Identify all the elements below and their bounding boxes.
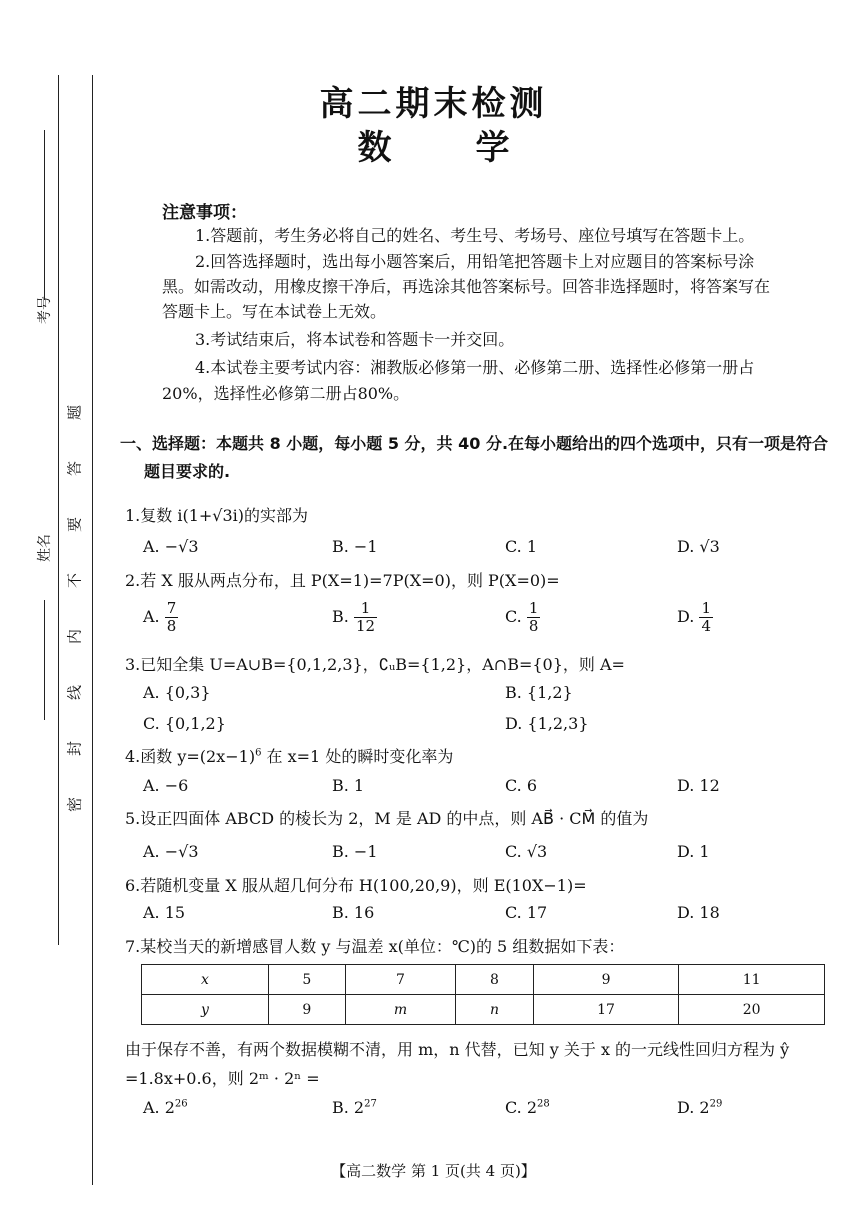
- seal-char: 题: [65, 405, 84, 421]
- notice-item-1: 1.答题前，考生务必将自己的姓名、考生号、考场号、座位号填写在答题卡上。: [195, 226, 755, 245]
- q7-option-b: B. $2^{27}$: [332, 1098, 377, 1117]
- notice-item-2-line1: 2.回答选择题时，选出每小题答案后，用铅笔把答题卡上对应题目的答案标号涂: [195, 252, 755, 271]
- table-cell: m: [345, 995, 455, 1025]
- notice-item-4-line2: 20%，选择性必修第二册占80%。: [162, 384, 410, 403]
- q5-option-a: A. −√3: [143, 842, 199, 861]
- binding-line-left: [58, 75, 59, 945]
- q1-option-c: C. 1: [505, 537, 538, 556]
- table-cell: 9: [269, 995, 346, 1025]
- q2-option-d: D. $\frac{1}{4}$: [677, 599, 711, 635]
- table-cell: 9: [533, 965, 679, 995]
- q3-option-a: A. {0,3}: [143, 683, 211, 702]
- seal-char: 答: [65, 461, 84, 477]
- subject-title: [0, 120, 867, 169]
- question-7-text-line2: =1.8x+0.6，则 2ᵐ · 2ⁿ =: [125, 1069, 320, 1088]
- seal-char: 内: [65, 629, 84, 645]
- q5-option-d: D. 1: [677, 842, 710, 861]
- notice-item-3: 3.考试结束后，将本试卷和答题卡一并交回。: [195, 330, 515, 349]
- table-row: [142, 965, 825, 995]
- seal-char: 密: [65, 797, 84, 813]
- exam-no-label: 考号: [37, 296, 53, 324]
- section-heading: [120, 430, 830, 486]
- table-cell: x: [142, 965, 269, 995]
- q4-option-a: A. −6: [143, 776, 189, 795]
- binding-line-right: [92, 75, 93, 1185]
- notice-item-2-line2: 黑。如需改动，用橡皮擦干净后，再选涂其他答案标号。回答非选择题时，将答案写在: [162, 277, 771, 296]
- name-underline: [44, 600, 45, 720]
- table-cell: 20: [679, 995, 825, 1025]
- question-7-text-line1: 由于保存不善，有两个数据模糊不清，用 m，n 代替，已知 y 关于 x 的一元线性回归方程为 ŷ: [125, 1040, 790, 1059]
- section-heading-line2: 题目要求的.: [144, 462, 231, 481]
- name-label: 姓名: [37, 534, 53, 562]
- q1-option-a: A. −√3: [143, 537, 199, 556]
- seal-char: 线: [65, 685, 84, 701]
- q3-option-c: C. {0,1,2}: [143, 714, 226, 733]
- data-table: [141, 964, 825, 1025]
- question-5-stem: 5.设正四面体 ABCD 的棱长为 2，M 是 AD 的中点，则 AB⃗ · CM⃗ 的值为: [125, 809, 649, 828]
- seal-char: 封: [65, 741, 84, 757]
- notice-heading: 注意事项：: [162, 203, 247, 223]
- seal-char: 不: [65, 573, 84, 589]
- q2-option-a: A. $\frac{7}{8}$: [143, 599, 177, 635]
- table-cell: 17: [533, 995, 679, 1025]
- table-cell: n: [456, 995, 534, 1025]
- q2-option-b: B. $\frac{1}{12}$: [332, 599, 376, 635]
- q4-option-d: D. 12: [677, 776, 720, 795]
- question-2-stem: 2.若 X 服从两点分布，且 P(X=1)=7P(X=0)，则 P(X=0)=: [125, 571, 560, 590]
- question-4-stem: 4.函数 $y=(2x-1)^6$ 在 x=1 处的瞬时变化率为: [125, 747, 454, 766]
- question-3-stem: 3.已知全集 U=A∪B={0,1,2,3}，∁ᵤB={1,2}，A∩B={0}，则 A=: [125, 655, 625, 674]
- table-cell: 7: [345, 965, 455, 995]
- table-cell: 8: [456, 965, 534, 995]
- exam-title: 高二期末检测: [319, 84, 548, 124]
- question-7-stem: 7.某校当天的新增感冒人数 y 与温差 x(单位：℃)的 5 组数据如下表：: [125, 937, 625, 956]
- q2-option-c: C. $\frac{1}{8}$: [505, 599, 539, 635]
- page-footer: 【高二数学 第 1 页(共 4 页)】: [331, 1162, 536, 1180]
- q7-option-a: A. $2^{26}$: [143, 1098, 188, 1117]
- q3-option-d: D. {1,2,3}: [505, 714, 589, 733]
- table-cell: 11: [679, 965, 825, 995]
- table-cell: 5: [269, 965, 346, 995]
- q6-option-d: D. 18: [677, 903, 720, 922]
- q5-option-c: C. √3: [505, 842, 548, 861]
- q1-option-b: B. −1: [332, 537, 378, 556]
- table-cell: y: [142, 995, 269, 1025]
- question-1-stem: 1.复数 i(1+√3i)的实部为: [125, 506, 309, 525]
- q4-option-c: C. 6: [505, 776, 538, 795]
- q7-option-d: D. $2^{29}$: [677, 1098, 723, 1117]
- q3-option-b: B. {1,2}: [505, 683, 573, 702]
- subject-char: 学: [475, 128, 510, 168]
- q6-option-a: A. 15: [143, 903, 186, 922]
- notice-item-4-line1: 4.本试卷主要考试内容：湘教版必修第一册、必修第二册、选择性必修第一册占: [195, 358, 755, 377]
- seal-char: 要: [65, 517, 84, 533]
- q6-option-c: C. 17: [505, 903, 548, 922]
- q1-option-d: D. √3: [677, 537, 720, 556]
- section-heading-line1: 一、选择题：本题共 8 小题，每小题 5 分，共 40 分.在每小题给出的四个选项中，只有一项是符合: [120, 434, 829, 453]
- table-row: [142, 995, 825, 1025]
- q7-option-c: C. $2^{28}$: [505, 1098, 550, 1117]
- question-6-stem: 6.若随机变量 X 服从超几何分布 H(100,20,9)，则 E(10X−1)=: [125, 876, 587, 895]
- subject-char: 数: [357, 128, 392, 168]
- q4-option-b: B. 1: [332, 776, 365, 795]
- q6-option-b: B. 16: [332, 903, 375, 922]
- q5-option-b: B. −1: [332, 842, 378, 861]
- notice-item-2-line3: 答题卡上。写在本试卷上无效。: [162, 302, 387, 321]
